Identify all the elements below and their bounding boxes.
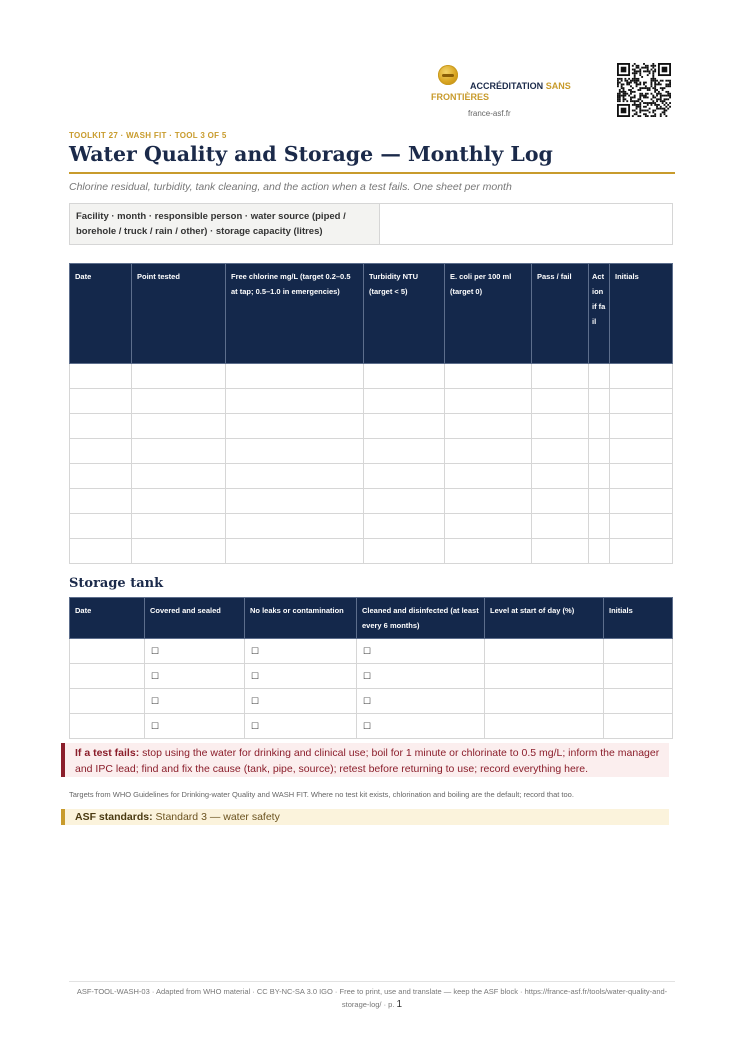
log-input-cell[interactable] xyxy=(364,364,445,389)
log-input-cell[interactable] xyxy=(364,539,445,564)
checkbox[interactable]: ☐ xyxy=(245,714,357,739)
log-input-cell[interactable] xyxy=(532,364,589,389)
log-input-cell[interactable] xyxy=(610,514,673,539)
brand-name: ACCRÉDITATION SANS FRONTIÈRES xyxy=(431,81,571,102)
log-input-cell[interactable] xyxy=(532,439,589,464)
log-input-cell[interactable] xyxy=(589,514,610,539)
log-input-cell[interactable] xyxy=(226,414,364,439)
log-input-cell[interactable] xyxy=(364,514,445,539)
checkbox[interactable]: ☐ xyxy=(357,689,485,714)
tank-input-cell[interactable] xyxy=(70,639,145,664)
log-input-cell[interactable] xyxy=(610,489,673,514)
standards-text: Standard 3 — water safety xyxy=(155,811,280,823)
log-input-cell[interactable] xyxy=(132,439,226,464)
tank-row xyxy=(70,664,673,689)
tank-header-cell: No leaks or contamination xyxy=(245,598,357,639)
tank-input-cell[interactable] xyxy=(485,664,604,689)
footer-text: ASF-TOOL-WASH-03 · Adapted from WHO material · CC BY-NC-SA 3.0 IGO · Free to print, use and translate — keep the ASF block · https://france-asf.fr/tools/water-quality-and-storage-log/ · p. xyxy=(76,987,668,1009)
source-note: Targets from WHO Guidelines for Drinking-water Quality and WASH FIT. Where no test kit exists, chlorination and boiling are the default; record that too. xyxy=(69,790,574,799)
log-input-cell[interactable] xyxy=(226,539,364,564)
facility-input[interactable] xyxy=(380,204,672,244)
log-input-cell[interactable] xyxy=(445,464,532,489)
warning-label: If a test fails: xyxy=(75,747,140,759)
log-input-cell[interactable] xyxy=(364,414,445,439)
log-input-cell[interactable] xyxy=(610,414,673,439)
log-input-cell[interactable] xyxy=(132,389,226,414)
log-input-cell[interactable] xyxy=(132,414,226,439)
tank-header-cell: Initials xyxy=(604,598,673,639)
log-input-cell[interactable] xyxy=(226,464,364,489)
log-input-cell[interactable] xyxy=(610,364,673,389)
log-row xyxy=(70,439,673,464)
standards-callout xyxy=(61,809,669,825)
log-input-cell[interactable] xyxy=(226,364,364,389)
log-input-cell[interactable] xyxy=(70,414,132,439)
tank-input-cell[interactable] xyxy=(485,689,604,714)
log-row xyxy=(70,464,673,489)
storage-section-title: Storage tank xyxy=(69,576,164,591)
log-input-cell[interactable] xyxy=(445,389,532,414)
log-header-cell: Pass / fail xyxy=(532,264,589,364)
log-input-cell[interactable] xyxy=(445,364,532,389)
tank-input-cell[interactable] xyxy=(70,689,145,714)
log-input-cell[interactable] xyxy=(610,389,673,414)
tank-input-cell[interactable] xyxy=(485,639,604,664)
tank-input-cell[interactable] xyxy=(485,714,604,739)
log-input-cell[interactable] xyxy=(364,489,445,514)
log-header-cell: E. coli per 100 ml (target 0) xyxy=(445,264,532,364)
log-input-cell[interactable] xyxy=(532,464,589,489)
fail-warning-callout xyxy=(61,743,669,777)
log-header-cell: Action if fail xyxy=(589,264,610,364)
tank-header-cell: Covered and sealed xyxy=(145,598,245,639)
log-input-cell[interactable] xyxy=(445,439,532,464)
log-row xyxy=(70,389,673,414)
tank-input-cell[interactable] xyxy=(604,664,673,689)
checkbox[interactable]: ☐ xyxy=(145,639,245,664)
storage-tank-table xyxy=(69,597,673,739)
tank-input-cell[interactable] xyxy=(604,714,673,739)
log-header-cell: Initials xyxy=(610,264,673,364)
footer-divider xyxy=(69,981,675,982)
tank-row xyxy=(70,714,673,739)
log-input-cell[interactable] xyxy=(589,364,610,389)
page-footer xyxy=(69,985,675,1011)
log-row xyxy=(70,364,673,389)
log-input-cell[interactable] xyxy=(364,439,445,464)
page-subtitle: Chlorine residual, turbidity, tank cleaning, and the action when a test fails. One sheet per month xyxy=(69,181,512,193)
log-row xyxy=(70,539,673,564)
tank-header-cell: Cleaned and disinfected (at least every 6 months) xyxy=(357,598,485,639)
log-input-cell[interactable] xyxy=(445,539,532,564)
tank-row xyxy=(70,639,673,664)
log-input-cell[interactable] xyxy=(589,464,610,489)
log-input-cell[interactable] xyxy=(589,439,610,464)
log-input-cell[interactable] xyxy=(610,464,673,489)
log-input-cell[interactable] xyxy=(364,389,445,414)
log-input-cell[interactable] xyxy=(226,439,364,464)
log-header-cell: Free chlorine mg/L (target 0.2–0.5 at tap; 0.5–1.0 in emergencies) xyxy=(226,264,364,364)
log-input-cell[interactable] xyxy=(610,539,673,564)
log-input-cell[interactable] xyxy=(132,489,226,514)
tank-header-cell: Level at start of day (%) xyxy=(485,598,604,639)
log-input-cell[interactable] xyxy=(226,514,364,539)
checkbox[interactable]: ☐ xyxy=(357,714,485,739)
checkbox[interactable]: ☐ xyxy=(245,689,357,714)
log-input-cell[interactable] xyxy=(445,489,532,514)
facility-field xyxy=(69,203,673,245)
brand-site[interactable]: france-asf.fr xyxy=(468,109,511,118)
tank-input-cell[interactable] xyxy=(604,689,673,714)
tank-input-cell[interactable] xyxy=(70,714,145,739)
log-input-cell[interactable] xyxy=(70,364,132,389)
log-input-cell[interactable] xyxy=(132,464,226,489)
title-divider xyxy=(69,172,675,174)
tank-row xyxy=(70,689,673,714)
page-number: 1 xyxy=(396,999,403,1010)
log-header-cell: Turbidity NTU (target < 5) xyxy=(364,264,445,364)
log-input-cell[interactable] xyxy=(532,539,589,564)
checkbox[interactable]: ☐ xyxy=(145,714,245,739)
log-row xyxy=(70,414,673,439)
log-input-cell[interactable] xyxy=(70,439,132,464)
log-input-cell[interactable] xyxy=(532,414,589,439)
log-input-cell[interactable] xyxy=(70,389,132,414)
log-input-cell[interactable] xyxy=(132,364,226,389)
checkbox[interactable]: ☐ xyxy=(145,689,245,714)
checkbox[interactable]: ☐ xyxy=(245,664,357,689)
facility-label: Facility · month · responsible person · water source (piped / borehole / truck / rain / other) · storage capacity (litres) xyxy=(70,204,380,244)
log-input-cell[interactable] xyxy=(532,389,589,414)
log-header-cell: Point tested xyxy=(132,264,226,364)
log-input-cell[interactable] xyxy=(589,389,610,414)
qr-code-icon xyxy=(617,63,671,117)
log-input-cell[interactable] xyxy=(532,489,589,514)
tank-input-cell[interactable] xyxy=(604,639,673,664)
log-input-cell[interactable] xyxy=(445,414,532,439)
standards-label: ASF standards: xyxy=(75,811,153,823)
toolkit-kicker: TOOLKIT 27 · WASH FIT · TOOL 3 OF 5 xyxy=(69,131,227,140)
checkbox[interactable]: ☐ xyxy=(357,639,485,664)
log-input-cell[interactable] xyxy=(532,514,589,539)
log-input-cell[interactable] xyxy=(226,389,364,414)
page-title: Water Quality and Storage — Monthly Log xyxy=(69,142,553,166)
log-input-cell[interactable] xyxy=(589,489,610,514)
log-input-cell[interactable] xyxy=(226,489,364,514)
log-input-cell[interactable] xyxy=(70,514,132,539)
monthly-log-table xyxy=(69,263,673,564)
log-input-cell[interactable] xyxy=(132,539,226,564)
checkbox[interactable]: ☐ xyxy=(245,639,357,664)
log-row xyxy=(70,489,673,514)
warning-text: stop using the water for drinking and clinical use; boil for 1 minute or chlorinate to 0.5 mg/L; inform the manager and IPC lead; find and fix the cause (tank, pipe, source); retest before returning to use; record everything here. xyxy=(75,747,660,775)
log-input-cell[interactable] xyxy=(364,464,445,489)
checkbox[interactable]: ☐ xyxy=(357,664,485,689)
tank-input-cell[interactable] xyxy=(70,664,145,689)
log-input-cell[interactable] xyxy=(589,414,610,439)
log-input-cell[interactable] xyxy=(445,514,532,539)
log-header-cell: Date xyxy=(70,264,132,364)
log-input-cell[interactable] xyxy=(610,439,673,464)
log-input-cell[interactable] xyxy=(70,489,132,514)
checkbox[interactable]: ☐ xyxy=(145,664,245,689)
log-input-cell[interactable] xyxy=(70,464,132,489)
log-input-cell[interactable] xyxy=(70,539,132,564)
log-row xyxy=(70,514,673,539)
log-input-cell[interactable] xyxy=(589,539,610,564)
log-input-cell[interactable] xyxy=(132,514,226,539)
tank-header-cell: Date xyxy=(70,598,145,639)
